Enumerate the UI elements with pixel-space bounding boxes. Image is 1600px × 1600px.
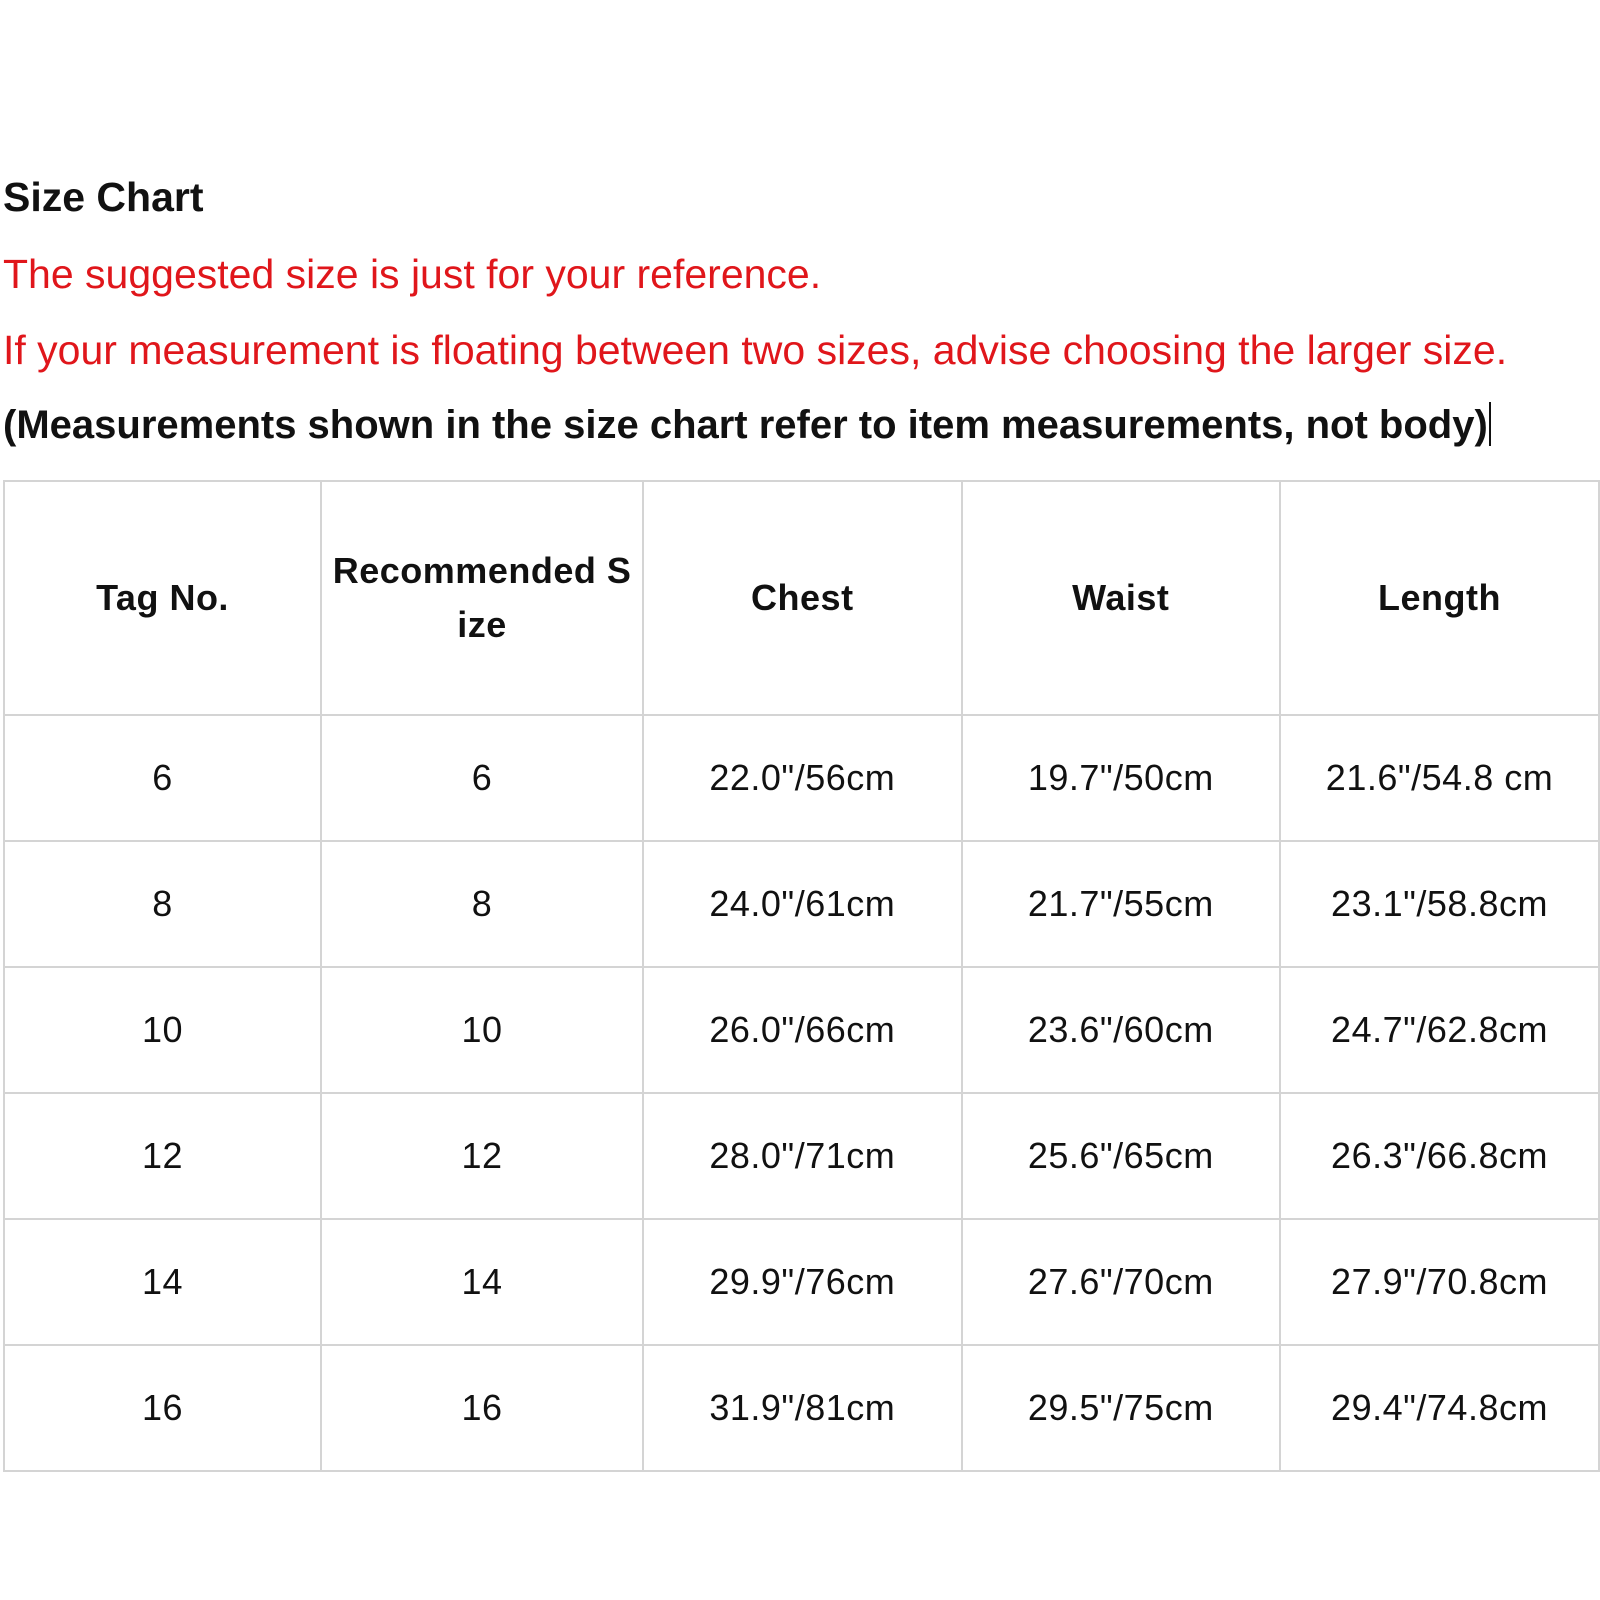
header-chest: Chest <box>643 481 961 715</box>
sizing-advice-note: If your measurement is floating between two sizes, advise choosing the larger size. <box>3 327 1508 373</box>
measurement-disclaimer <box>3 401 1491 449</box>
cell-recommended-size: 12 <box>321 1093 643 1219</box>
size-table <box>3 480 1600 1472</box>
cell-tag-no: 8 <box>4 841 321 967</box>
header-recommended-size-label: Recommended Size <box>332 550 632 645</box>
measurement-disclaimer-text: (Measurements shown in the size chart refer to item measurements, not body) <box>3 403 1488 447</box>
cell-recommended-size: 6 <box>321 715 643 841</box>
table-row <box>4 1219 1599 1345</box>
table-row <box>4 967 1599 1093</box>
cell-chest: 31.9"/81cm <box>643 1345 961 1471</box>
cell-length: 23.1"/58.8cm <box>1280 841 1599 967</box>
table-row <box>4 841 1599 967</box>
cell-recommended-size: 10 <box>321 967 643 1093</box>
cell-tag-no: 16 <box>4 1345 321 1471</box>
cell-length: 21.6"/54.8 cm <box>1280 715 1599 841</box>
cell-waist: 25.6"/65cm <box>962 1093 1280 1219</box>
table-header-row <box>4 481 1599 715</box>
table-row <box>4 1345 1599 1471</box>
cell-tag-no: 12 <box>4 1093 321 1219</box>
cell-tag-no: 6 <box>4 715 321 841</box>
header-waist: Waist <box>962 481 1280 715</box>
text-cursor <box>1489 402 1491 446</box>
cell-chest: 29.9"/76cm <box>643 1219 961 1345</box>
cell-waist: 27.6"/70cm <box>962 1219 1280 1345</box>
cell-length: 29.4"/74.8cm <box>1280 1345 1599 1471</box>
table-row <box>4 715 1599 841</box>
cell-chest: 24.0"/61cm <box>643 841 961 967</box>
cell-waist: 23.6"/60cm <box>962 967 1280 1093</box>
cell-length: 24.7"/62.8cm <box>1280 967 1599 1093</box>
cell-chest: 26.0"/66cm <box>643 967 961 1093</box>
cell-length: 26.3"/66.8cm <box>1280 1093 1599 1219</box>
header-recommended-size <box>321 481 643 715</box>
cell-waist: 21.7"/55cm <box>962 841 1280 967</box>
cell-tag-no: 14 <box>4 1219 321 1345</box>
reference-note: The suggested size is just for your reference. <box>3 251 822 297</box>
cell-waist: 19.7"/50cm <box>962 715 1280 841</box>
header-tag-no: Tag No. <box>4 481 321 715</box>
cell-length: 27.9"/70.8cm <box>1280 1219 1599 1345</box>
cell-recommended-size: 16 <box>321 1345 643 1471</box>
cell-recommended-size: 8 <box>321 841 643 967</box>
table-row <box>4 1093 1599 1219</box>
cell-chest: 28.0"/71cm <box>643 1093 961 1219</box>
cell-waist: 29.5"/75cm <box>962 1345 1280 1471</box>
cell-recommended-size: 14 <box>321 1219 643 1345</box>
header-length: Length <box>1280 481 1599 715</box>
page-title: Size Chart <box>3 174 204 220</box>
cell-chest: 22.0"/56cm <box>643 715 961 841</box>
cell-tag-no: 10 <box>4 967 321 1093</box>
